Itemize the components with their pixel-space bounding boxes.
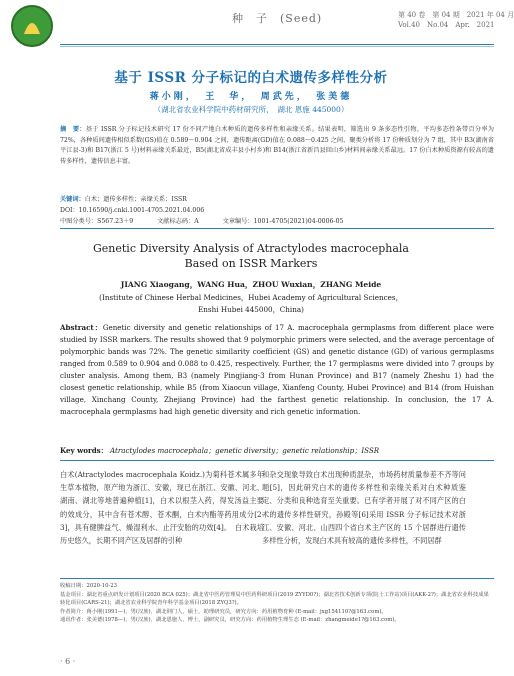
article-number: 文章编号：1001-4705(2021)04-0006-05 (222, 218, 344, 225)
affiliation-cn: （湖北省农业科学院中药材研究所， 湖北 恩施 445000） (153, 105, 349, 114)
footnote-rule (60, 578, 494, 579)
keywords-text-en: Atractylodes macrocephala；genetic diversity；genetic relationship；ISSR (110, 446, 380, 455)
affiliation-en-line2: Enshi Hubei 445000，China) (198, 305, 304, 314)
abstract-text-cn: 基于 ISSR 分子标记技术研究 17 份不同产地白术种质的遗传多样性和亲缘关系。结果表明，筛选出 9 条多态性引物，平均多态性条带百分率为 72%，各种质间遗传相似系数(GS)值在 0.589～0.904 之间，遗传距离(GD)值在 0.088～0.425 之间，聚类分析将 17 份种质划分为 7 组，其中 B3(湖南省平江县-3)和 B17(浙江 5 号)材料亲缘关系最近，B5(湖北省成丰县小村乡)和 B14(浙江省新昌县回山乡)材料间亲缘关系最远。17 份白术种质资源有较高的遗传多样性，遗传信息丰富。 (60, 126, 494, 165)
page-number: · 6 · (60, 657, 76, 666)
header-rule (60, 44, 494, 45)
body-column-right: 和杂交现象导致白术出现种质混杂，市场药材质量参差不齐等问题[5]，因此研究白术的遗传多样性和亲缘关系对白术种质鉴定、分类和良种选育至关重要。已有学者开展了对不同产区的白术的遗传多样性研究，孙殿等[6]采用 ISSR 分子标记技术对浙江、安徽、河北、山西四个省白术主产区的 15 个居群进行遗传多样性分析，发现白术具有较高的遗传多样性，不同居群 (262, 470, 466, 546)
abstract-label-cn: 摘 要： (60, 126, 86, 133)
paper-title-en-line1: Genetic Diversity Analysis of Atractylodes macrocephala (93, 242, 409, 255)
volume-info-en: Vol.40 No.04 Apr. 2021 (398, 21, 495, 29)
paper-title-cn: 基于 ISSR 分子标记的白术遗传多样性分析 (114, 70, 388, 86)
paper-title-en-line2: Based on ISSR Markers (184, 257, 318, 270)
authors-cn: 蒋小刚， 王 华， 周武先， 张美德 (149, 92, 353, 102)
keywords-en (60, 446, 494, 456)
abstract-cn (60, 125, 494, 201)
footnotes (60, 582, 494, 625)
abstract-en (60, 322, 494, 418)
fund-info: 基金项目：湖北省重点研发计划项目(2020 BCA 025)；湖北省中医药管理局中医药科研项目(2019 ZYYD0?)；湖北省技术创新专项(院士工作站)项目(AKK-2?)；湖北省农业科技成果转化项目(CARS-21)；湖北省农业科学院青年科学基金项目(2018 ZYQ3?)。 (60, 591, 489, 607)
author-bio: 作者简介：蒋小刚(1991—)，男(汉族)，湖北荆门人，硕士，助理研究员，研究方向：药用植物育种 (E-mail：jxg154110?@163.com)。 (60, 608, 387, 615)
abstract-text-en: Genetic diversity and genetic relationships of 17 A. macrocephala germplasms from different place were studied by ISSR markers. The results showed that 9 polymorphic primers were selected, and the average percentage of polymorphic bands was 72%. The genetic similarity coefficient (GS) and genetic distance (GD) of various germplasms ranged from 0.589 to 0.904 and 0.088 to 0.425, respectively. Further, the 17 germplasms were divided into 7 groups by cluster analysis. Among them, B3 (namely Pingjiang-3 from Hunan Province) and B17 (namely Zheshu 1) had the closest genetic relationship, while B5 (from Xiaocun village, Xianfeng County, Hubei Province) and B14 (from Huishan village, Xinchang County, Zhejiang Province) had the farthest genetic relationship. In conclusion, the 17 A. macrocephala germplasms had high genetic diversity and rich genetic information. (60, 323, 495, 416)
section-rule-2 (60, 460, 494, 461)
classification-row (60, 216, 494, 225)
abstract-label-en: Abstract： (60, 323, 103, 332)
volume-info (398, 10, 514, 30)
volume-info-cn: 第 40 卷 第 04 期 2021 年 04 月 (398, 11, 514, 19)
corresponding-author: 通讯作者：张美德(1978—)，男(汉族)，湖北恩施人，博士，副研究员，研究方向：药用植物生理生态 (E-mail：zhangmeide1?@163.com)。 (60, 617, 400, 624)
journal-logo (10, 4, 54, 48)
clc-number: 中图分类号：S567.23＋9 (60, 218, 134, 225)
keywords-cn (60, 194, 494, 203)
authors-en: JIANG Xiaogang，WANG Hua，ZHOU Wuxian，ZHANG Meide (120, 280, 382, 289)
journal-name: 种 子 (Seed) (232, 12, 323, 25)
document-code: 文献标志码：A (157, 218, 199, 225)
body-column-left: 白术(Atractylodes macrocephala Koidz.)为菊科苍术属多年生草本植物，原产地为浙江、安徽，现已在浙江、安徽、河北、湖南、湖北等地普遍种植[1]，白术以根茎入药，得发汤益主要的效成分，其中含有苍术醇、苍术酮，白术内酯等药用成分[2-3]，具有健脾益气、燥湿利水、止汗安胎的功效[4]。 白术栽培历史悠久，长期不同产区及居群的引种 (60, 470, 264, 546)
keywords-text-cn: 白术；遗传多样性；亲缘关系；ISSR (84, 196, 187, 203)
section-rule (60, 228, 494, 229)
keywords-label-cn: 关键词： (60, 196, 85, 203)
received-date: 收稿日期：2020-10-23 (60, 583, 118, 589)
keywords-label-en: Key words： (60, 446, 108, 455)
doi: DOI：10.16590/j.cnki.1001-4705.2021.04.006 (60, 207, 205, 214)
affiliation-en-line1: (Institute of Chinese Herbal Medicines，Hubei Academy of Agricultural Sciences， (99, 293, 403, 302)
header-rule-thin (60, 46, 494, 47)
